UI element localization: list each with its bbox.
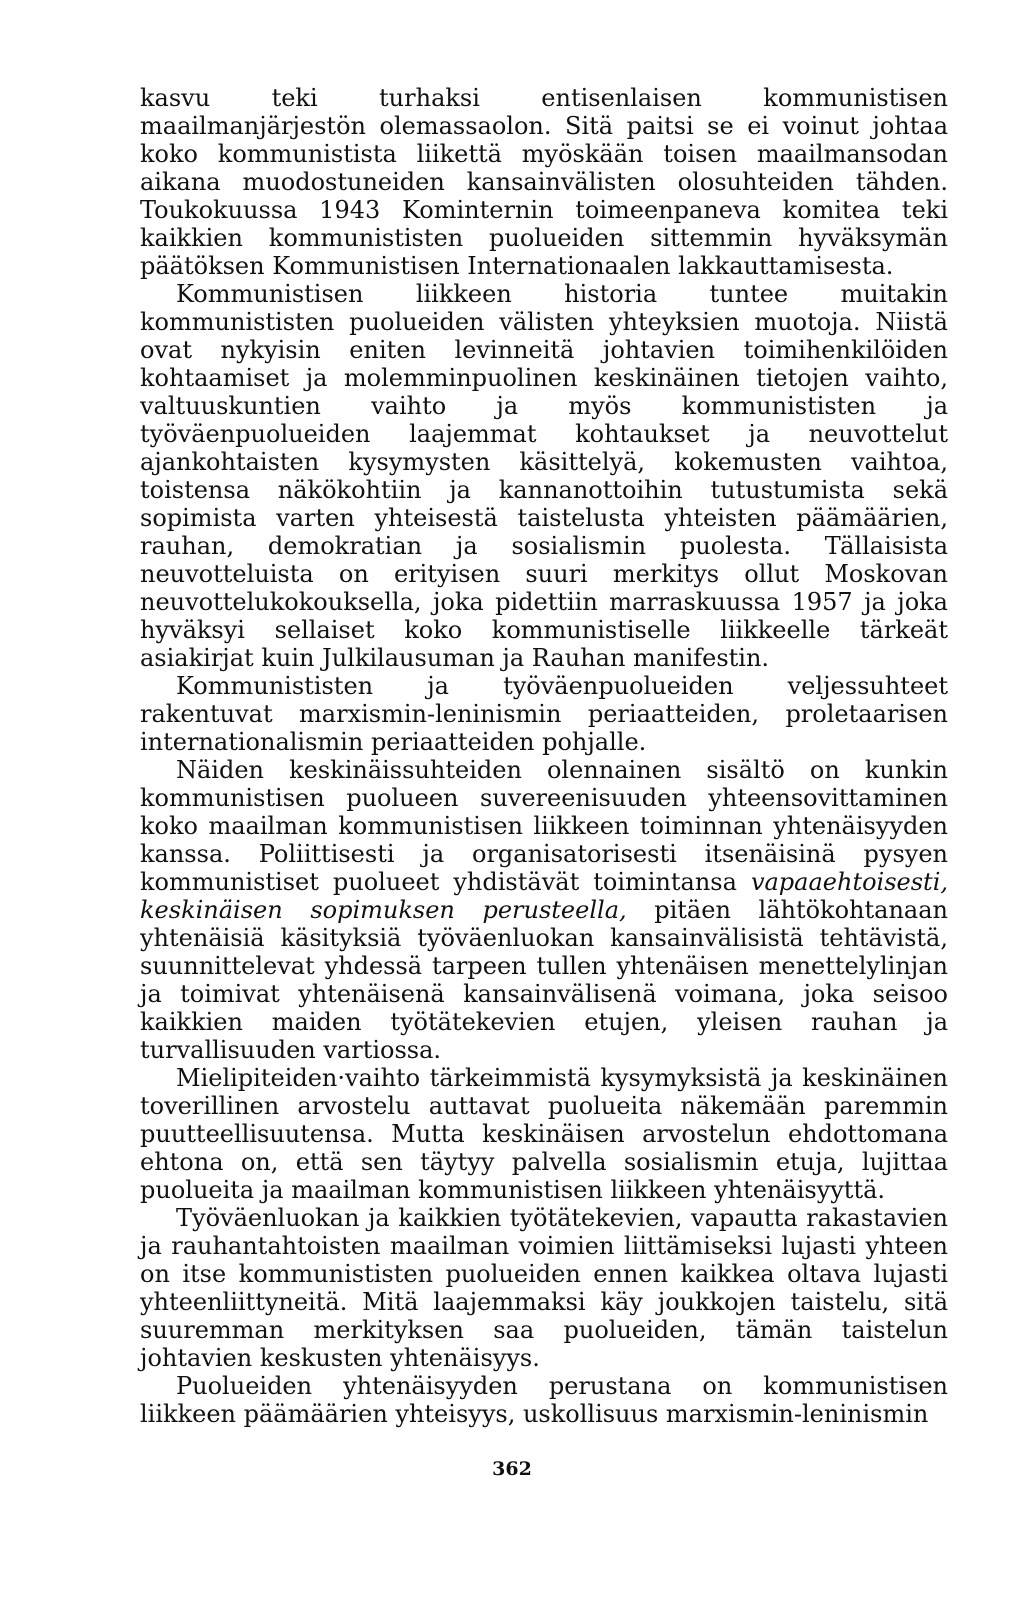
paragraph-4 [140, 756, 948, 1064]
paragraph-7: Puolueiden yhtenäisyyden perustana on kommunistisen liikkeen päämäärien yhteisyys, uskollisuus marxismin-leninismin [140, 1372, 948, 1428]
paragraph-6: Työväenluokan ja kaikkien työtätekevien, vapautta rakastavien ja rauhantahtoisten maailman voimien liittämiseksi lujasti yhteen on itse kommunististen puolueiden ennen kaikkea oltava lujasti yhteenliittyneitä. Mitä laajemmaksi käy joukkojen taistelu, sitä suuremman merkityksen saa puolueiden, tämän taistelun johtavien keskusten yhtenäisyys. [140, 1204, 948, 1372]
paragraph-3: Kommunististen ja työväenpuolueiden veljessuhteet rakentuvat marxismin-leninismin periaatteiden, proletaarisen internationalismin periaatteiden pohjalle. [140, 672, 948, 756]
paragraph-4-text: Näiden keskinäissuhteiden olennainen sisältö on kunkin kommunistisen puolueen suvereenisuuden yhteensovittaminen koko maailman kommunistisen liikkeen toiminnan yhtenäisyyden kanssa. Poliittisesti ja organisatorisesti itsenäisinä pysyen kommunistiset puolueet yhdistävät toimintansa [140, 756, 948, 896]
paragraph-1: kasvu teki turhaksi entisenlaisen kommunistisen maailmanjärjestön olemassaolon. Sitä paitsi se ei voinut johtaa koko kommunistista liikettä myöskään toisen maailmansodan aikana muodostuneiden kansainvälisten olosuhteiden tähden. Toukokuussa 1943 Kominternin toimeenpaneva komitea teki kaikkien kommunististen puolueiden sittemmin hyväksymän päätöksen Kommunistisen Internationaalen lakkauttamisesta. [140, 84, 948, 280]
emphasis-text: vapaaehtoisesti, keskinäisen sopimuksen perusteella, [140, 868, 948, 924]
body-text [140, 84, 948, 1428]
page-number: 362 [492, 1458, 532, 1480]
paragraph-2: Kommunistisen liikkeen historia tuntee muitakin kommunististen puolueiden välisten yhteyksien muotoja. Niistä ovat nykyisin eniten levinneitä johtavien toimihenkilöiden kohtaamiset ja molemminpuolinen keskinäinen tietojen vaihto, valtuuskuntien vaihto ja myös kommunististen ja työväenpuolueiden laajemmat kohtaukset ja neuvottelut ajankohtaisten kysymysten käsittelyä, kokemusten vaihtoa, toistensa näkökohtiin ja kannanottoihin tutustumista sekä sopimista varten yhteisestä taistelusta yhteisten päämäärien, rauhan, demokratian ja sosialismin puolesta. Tällaisista neuvotteluista on erityisen suuri merkitys ollut Moskovan neuvottelukokouksella, joka pidettiin marraskuussa 1957 ja joka hyväksyi sellaiset koko kommunistiselle liikkeelle tärkeät asiakirjat kuin Julkilausuman ja Rauhan manifestin. [140, 280, 948, 672]
paragraph-5: Mielipiteiden·vaihto tärkeimmistä kysymyksistä ja keskinäinen toverillinen arvostelu auttavat puolueita näkemään paremmin puutteellisuutensa. Mutta keskinäisen arvostelun ehdottomana ehtona on, että sen täytyy palvella sosialismin etuja, lujittaa puolueita ja maailman kommunistisen liikkeen yhtenäisyyttä. [140, 1064, 948, 1204]
paragraph-4-continuation: pitäen lähtökohtanaan yhtenäisiä käsityksiä työväenluokan kansainvälisistä tehtävistä, suunnittelevat yhdessä tarpeen tullen yhtenäisen menettelylinjan ja toimivat yhtenäisenä kansainvälisenä voimana, joka seisoo kaikkien maiden työtätekevien etujen, yleisen rauhan ja turvallisuuden vartiossa. [140, 896, 948, 1064]
